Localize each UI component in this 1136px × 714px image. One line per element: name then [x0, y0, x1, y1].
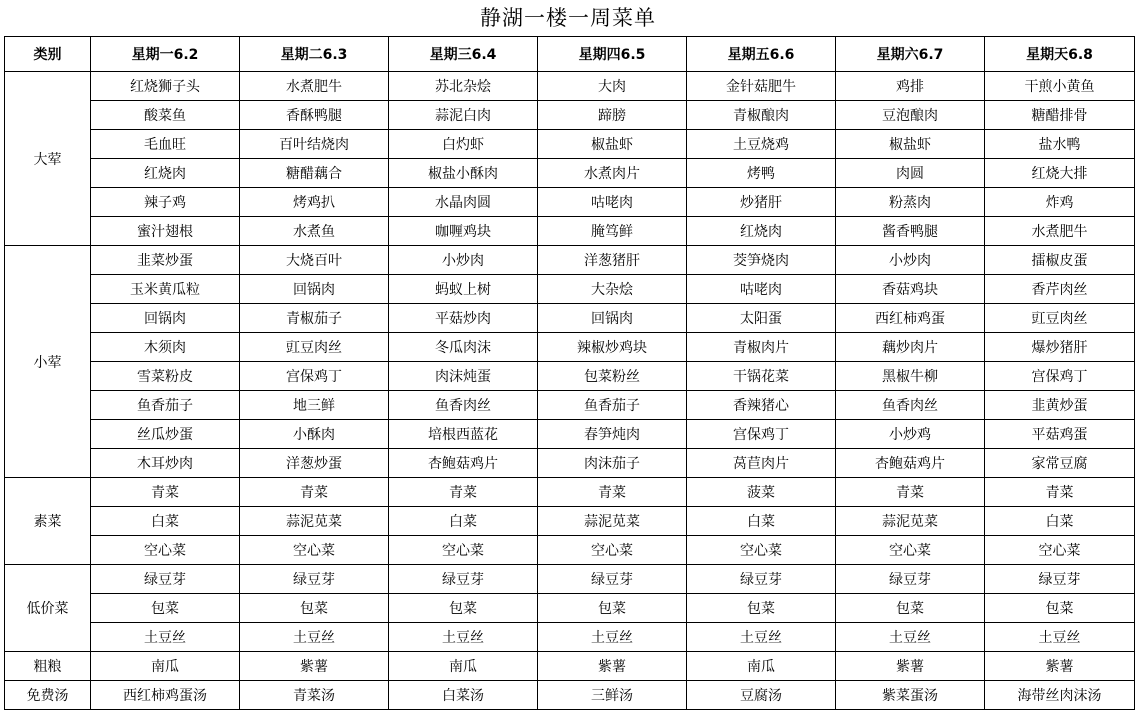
dish-cell: 鸡排 — [836, 72, 985, 101]
dish-cell: 鱼香肉丝 — [836, 391, 985, 420]
dish-cell: 青菜 — [985, 478, 1135, 507]
dish-cell: 绿豆芽 — [240, 565, 389, 594]
dish-cell: 鱼香肉丝 — [389, 391, 538, 420]
dish-cell: 空心菜 — [687, 536, 836, 565]
dish-cell: 粉蒸肉 — [836, 188, 985, 217]
weekly-menu-table — [4, 36, 1135, 710]
dish-cell: 青菜 — [389, 478, 538, 507]
dish-cell: 紫菜蛋汤 — [836, 681, 985, 710]
dish-cell: 黑椒牛柳 — [836, 362, 985, 391]
dish-cell: 白灼虾 — [389, 130, 538, 159]
dish-cell: 空心菜 — [985, 536, 1135, 565]
dish-cell: 大烧百叶 — [240, 246, 389, 275]
dish-cell: 回锅肉 — [240, 275, 389, 304]
dish-cell: 海带丝肉沫汤 — [985, 681, 1135, 710]
dish-cell: 干煎小黄鱼 — [985, 72, 1135, 101]
dish-cell: 小炒肉 — [389, 246, 538, 275]
dish-cell: 绿豆芽 — [985, 565, 1135, 594]
header-day: 星期五6.6 — [687, 37, 836, 72]
dish-cell: 蒜泥白肉 — [389, 101, 538, 130]
dish-cell: 紫薯 — [240, 652, 389, 681]
dish-cell: 冬瓜肉沫 — [389, 333, 538, 362]
dish-cell: 咖喱鸡块 — [389, 217, 538, 246]
dish-cell: 紫薯 — [836, 652, 985, 681]
dish-cell: 蒜泥苋菜 — [836, 507, 985, 536]
dish-cell: 肉沫茄子 — [538, 449, 687, 478]
dish-cell: 炒猪肝 — [687, 188, 836, 217]
header-day: 星期三6.4 — [389, 37, 538, 72]
dish-cell: 青菜 — [836, 478, 985, 507]
dish-cell: 土豆丝 — [538, 623, 687, 652]
dish-cell: 炸鸡 — [985, 188, 1135, 217]
category-cell: 素菜 — [5, 478, 91, 565]
dish-cell: 包菜 — [389, 594, 538, 623]
dish-cell: 烤鸭 — [687, 159, 836, 188]
table-row — [5, 594, 1135, 623]
dish-cell: 平菇炒肉 — [389, 304, 538, 333]
dish-cell: 平菇鸡蛋 — [985, 420, 1135, 449]
dish-cell: 烤鸡扒 — [240, 188, 389, 217]
dish-cell: 杏鲍菇鸡片 — [836, 449, 985, 478]
category-cell: 大荤 — [5, 72, 91, 246]
dish-cell: 绿豆芽 — [538, 565, 687, 594]
dish-cell: 白菜 — [985, 507, 1135, 536]
dish-cell: 包菜粉丝 — [538, 362, 687, 391]
dish-cell: 包菜 — [91, 594, 240, 623]
dish-cell: 蒜泥苋菜 — [240, 507, 389, 536]
dish-cell: 糖醋藕合 — [240, 159, 389, 188]
dish-cell: 土豆丝 — [240, 623, 389, 652]
dish-cell: 红烧大排 — [985, 159, 1135, 188]
dish-cell: 土豆丝 — [836, 623, 985, 652]
table-row — [5, 565, 1135, 594]
dish-cell: 香酥鸭腿 — [240, 101, 389, 130]
dish-cell: 椒盐小酥肉 — [389, 159, 538, 188]
table-row — [5, 101, 1135, 130]
dish-cell: 南瓜 — [389, 652, 538, 681]
table-row — [5, 188, 1135, 217]
dish-cell: 豆泡酿肉 — [836, 101, 985, 130]
dish-cell: 南瓜 — [91, 652, 240, 681]
dish-cell: 香芹肉丝 — [985, 275, 1135, 304]
dish-cell: 干锅花菜 — [687, 362, 836, 391]
page-title: 静湖一楼一周菜单 — [480, 6, 656, 30]
table-row — [5, 536, 1135, 565]
dish-cell: 包菜 — [538, 594, 687, 623]
dish-cell: 白菜 — [389, 507, 538, 536]
dish-cell: 土豆丝 — [91, 623, 240, 652]
dish-cell: 蒜泥苋菜 — [538, 507, 687, 536]
dish-cell: 擂椒皮蛋 — [985, 246, 1135, 275]
dish-cell: 茭笋烧肉 — [687, 246, 836, 275]
dish-cell: 包菜 — [836, 594, 985, 623]
dish-cell: 韭菜炒蛋 — [91, 246, 240, 275]
header-day: 星期二6.3 — [240, 37, 389, 72]
dish-cell: 辣子鸡 — [91, 188, 240, 217]
dish-cell: 水煮鱼 — [240, 217, 389, 246]
dish-cell: 宫保鸡丁 — [687, 420, 836, 449]
dish-cell: 辣椒炒鸡块 — [538, 333, 687, 362]
dish-cell: 青菜 — [538, 478, 687, 507]
dish-cell: 洋葱猪肝 — [538, 246, 687, 275]
dish-cell: 包菜 — [687, 594, 836, 623]
dish-cell: 太阳蛋 — [687, 304, 836, 333]
dish-cell: 红烧狮子头 — [91, 72, 240, 101]
dish-cell: 莴苣肉片 — [687, 449, 836, 478]
table-row — [5, 623, 1135, 652]
dish-cell: 肉沫炖蛋 — [389, 362, 538, 391]
dish-cell: 大肉 — [538, 72, 687, 101]
dish-cell: 家常豆腐 — [985, 449, 1135, 478]
dish-cell: 洋葱炒蛋 — [240, 449, 389, 478]
header-day: 星期一6.2 — [91, 37, 240, 72]
dish-cell: 水晶肉圆 — [389, 188, 538, 217]
dish-cell: 包菜 — [985, 594, 1135, 623]
dish-cell: 小炒鸡 — [836, 420, 985, 449]
dish-cell: 青椒酿肉 — [687, 101, 836, 130]
dish-cell: 西红柿鸡蛋汤 — [91, 681, 240, 710]
dish-cell: 春笋炖肉 — [538, 420, 687, 449]
table-row — [5, 449, 1135, 478]
category-cell: 粗粮 — [5, 652, 91, 681]
dish-cell: 宫保鸡丁 — [985, 362, 1135, 391]
dish-cell: 木耳炒肉 — [91, 449, 240, 478]
dish-cell: 蚂蚁上树 — [389, 275, 538, 304]
table-row — [5, 217, 1135, 246]
dish-cell: 青菜汤 — [240, 681, 389, 710]
table-row — [5, 304, 1135, 333]
dish-cell: 鱼香茄子 — [538, 391, 687, 420]
table-row — [5, 72, 1135, 101]
table-row — [5, 130, 1135, 159]
dish-cell: 南瓜 — [687, 652, 836, 681]
dish-cell: 水煮肥牛 — [240, 72, 389, 101]
dish-cell: 紫薯 — [985, 652, 1135, 681]
dish-cell: 豆腐汤 — [687, 681, 836, 710]
dish-cell: 咕咾肉 — [538, 188, 687, 217]
dish-cell: 宫保鸡丁 — [240, 362, 389, 391]
dish-cell: 空心菜 — [836, 536, 985, 565]
dish-cell: 菠菜 — [687, 478, 836, 507]
table-row — [5, 391, 1135, 420]
dish-cell: 三鲜汤 — [538, 681, 687, 710]
dish-cell: 鱼香茄子 — [91, 391, 240, 420]
dish-cell: 地三鲜 — [240, 391, 389, 420]
dish-cell: 土豆丝 — [985, 623, 1135, 652]
dish-cell: 西红柿鸡蛋 — [836, 304, 985, 333]
dish-cell: 绿豆芽 — [389, 565, 538, 594]
dish-cell: 空心菜 — [389, 536, 538, 565]
dish-cell: 椒盐虾 — [836, 130, 985, 159]
dish-cell: 培根西蓝花 — [389, 420, 538, 449]
header-category: 类别 — [5, 37, 91, 72]
table-row — [5, 159, 1135, 188]
table-row — [5, 507, 1135, 536]
table-row — [5, 652, 1135, 681]
dish-cell: 大杂烩 — [538, 275, 687, 304]
dish-cell: 苏北杂烩 — [389, 72, 538, 101]
dish-cell: 香菇鸡块 — [836, 275, 985, 304]
dish-cell: 小炒肉 — [836, 246, 985, 275]
dish-cell: 白菜 — [91, 507, 240, 536]
dish-cell: 绿豆芽 — [836, 565, 985, 594]
header-row — [5, 37, 1135, 72]
dish-cell: 丝瓜炒蛋 — [91, 420, 240, 449]
dish-cell: 藕炒肉片 — [836, 333, 985, 362]
dish-cell: 白菜汤 — [389, 681, 538, 710]
dish-cell: 空心菜 — [538, 536, 687, 565]
dish-cell: 水煮肉片 — [538, 159, 687, 188]
header-day: 星期四6.5 — [538, 37, 687, 72]
dish-cell: 酸菜鱼 — [91, 101, 240, 130]
dish-cell: 咕咾肉 — [687, 275, 836, 304]
dish-cell: 绿豆芽 — [687, 565, 836, 594]
dish-cell: 糖醋排骨 — [985, 101, 1135, 130]
dish-cell: 青椒肉片 — [687, 333, 836, 362]
dish-cell: 盐水鸭 — [985, 130, 1135, 159]
dish-cell: 韭黄炒蛋 — [985, 391, 1135, 420]
header-day: 星期天6.8 — [985, 37, 1135, 72]
dish-cell: 青菜 — [91, 478, 240, 507]
category-cell: 免费汤 — [5, 681, 91, 710]
dish-cell: 青菜 — [240, 478, 389, 507]
table-row — [5, 362, 1135, 391]
dish-cell: 木须肉 — [91, 333, 240, 362]
category-cell: 低价菜 — [5, 565, 91, 652]
dish-cell: 酱香鸭腿 — [836, 217, 985, 246]
table-row — [5, 275, 1135, 304]
dish-cell: 绿豆芽 — [91, 565, 240, 594]
table-row — [5, 478, 1135, 507]
dish-cell: 回锅肉 — [91, 304, 240, 333]
dish-cell: 蹄膀 — [538, 101, 687, 130]
dish-cell: 豇豆肉丝 — [985, 304, 1135, 333]
category-cell: 小荤 — [5, 246, 91, 478]
dish-cell: 空心菜 — [91, 536, 240, 565]
header-day: 星期六6.7 — [836, 37, 985, 72]
dish-cell: 杏鲍菇鸡片 — [389, 449, 538, 478]
dish-cell: 雪菜粉皮 — [91, 362, 240, 391]
dish-cell: 土豆丝 — [687, 623, 836, 652]
menu-body — [5, 72, 1135, 710]
dish-cell: 红烧肉 — [687, 217, 836, 246]
dish-cell: 包菜 — [240, 594, 389, 623]
table-row — [5, 246, 1135, 275]
table-row — [5, 681, 1135, 710]
dish-cell: 青椒茄子 — [240, 304, 389, 333]
dish-cell: 香辣猪心 — [687, 391, 836, 420]
dish-cell: 白菜 — [687, 507, 836, 536]
dish-cell: 椒盐虾 — [538, 130, 687, 159]
dish-cell: 回锅肉 — [538, 304, 687, 333]
dish-cell: 土豆烧鸡 — [687, 130, 836, 159]
dish-cell: 豇豆肉丝 — [240, 333, 389, 362]
table-row — [5, 333, 1135, 362]
dish-cell: 紫薯 — [538, 652, 687, 681]
dish-cell: 百叶结烧肉 — [240, 130, 389, 159]
dish-cell: 腌笃鲜 — [538, 217, 687, 246]
dish-cell: 金针菇肥牛 — [687, 72, 836, 101]
dish-cell: 爆炒猪肝 — [985, 333, 1135, 362]
table-row — [5, 420, 1135, 449]
dish-cell: 土豆丝 — [389, 623, 538, 652]
dish-cell: 蜜汁翅根 — [91, 217, 240, 246]
dish-cell: 玉米黄瓜粒 — [91, 275, 240, 304]
dish-cell: 空心菜 — [240, 536, 389, 565]
dish-cell: 毛血旺 — [91, 130, 240, 159]
dish-cell: 水煮肥牛 — [985, 217, 1135, 246]
dish-cell: 红烧肉 — [91, 159, 240, 188]
dish-cell: 肉圆 — [836, 159, 985, 188]
dish-cell: 小酥肉 — [240, 420, 389, 449]
